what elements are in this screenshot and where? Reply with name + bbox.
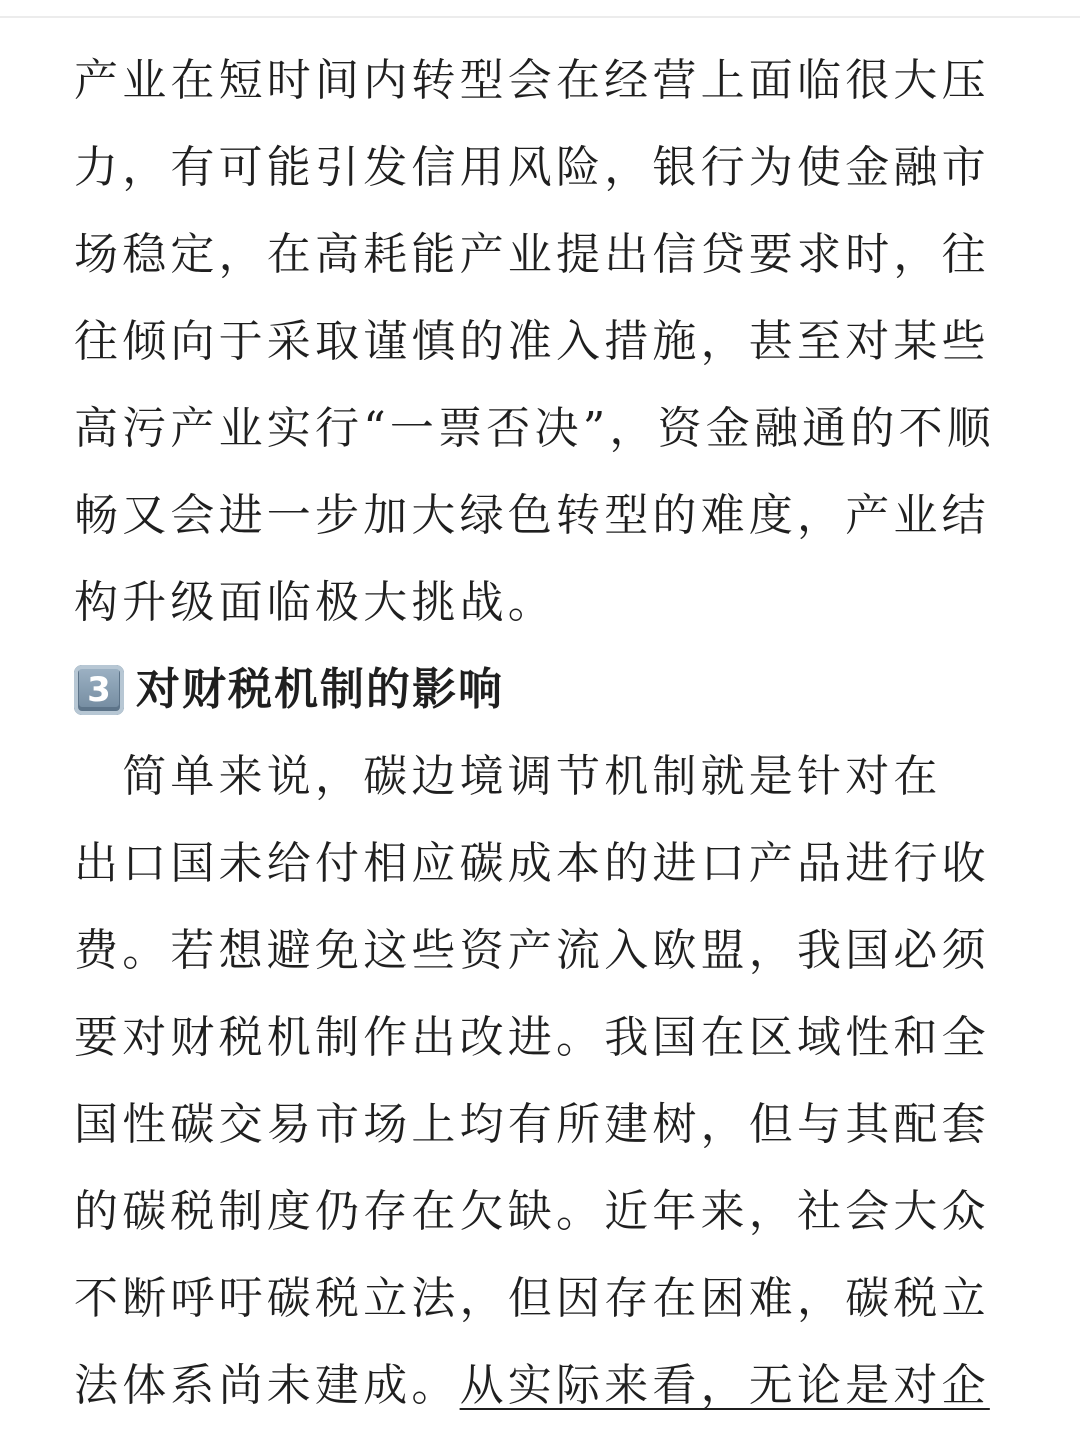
text-line: 国性碳交易市场上均有所建树，但与其配套 bbox=[74, 1099, 990, 1150]
text-line: 高污产业实行“一票否决”，资金融通的不顺 bbox=[74, 403, 995, 454]
text-line: 简单来说，碳边境调节机制就是针对在 bbox=[74, 751, 942, 802]
section-title: 对财税机制的影响 bbox=[136, 664, 504, 715]
text-line: 产业在短时间内转型会在经营上面临很大压 bbox=[74, 55, 990, 106]
text-line: 的碳税制度仍存在欠缺。近年来，社会大众 bbox=[74, 1186, 990, 1237]
underlined-text: 从实际来看，无论是对企 bbox=[459, 1360, 990, 1411]
keycap-3-icon: 3 bbox=[74, 665, 124, 715]
text-line-last bbox=[74, 1342, 994, 1429]
text-line: 费。若想避免这些资产流入欧盟，我国必须 bbox=[74, 925, 990, 976]
text-line: 构升级面临极大挑战。 bbox=[74, 577, 556, 628]
article-body bbox=[74, 37, 994, 1429]
text-line: 场稳定，在高耗能产业提出信贷要求时，往 bbox=[74, 229, 990, 280]
section-heading bbox=[74, 646, 994, 733]
text-line: 出口国未给付相应碳成本的进口产品进行收 bbox=[74, 838, 990, 889]
top-divider bbox=[0, 16, 1080, 18]
text-line: 力，有可能引发信用风险，银行为使金融市 bbox=[74, 142, 990, 193]
text-line: 要对财税机制作出改进。我国在区域性和全 bbox=[74, 1012, 990, 1063]
plain-text: 法体系尚未建成。 bbox=[74, 1360, 460, 1411]
text-line: 往倾向于采取谨慎的准入措施，甚至对某些 bbox=[74, 316, 990, 367]
text-line: 不断呼吁碳税立法，但因存在困难，碳税立 bbox=[74, 1273, 990, 1324]
text-line: 畅又会进一步加大绿色转型的难度，产业结 bbox=[74, 490, 990, 541]
